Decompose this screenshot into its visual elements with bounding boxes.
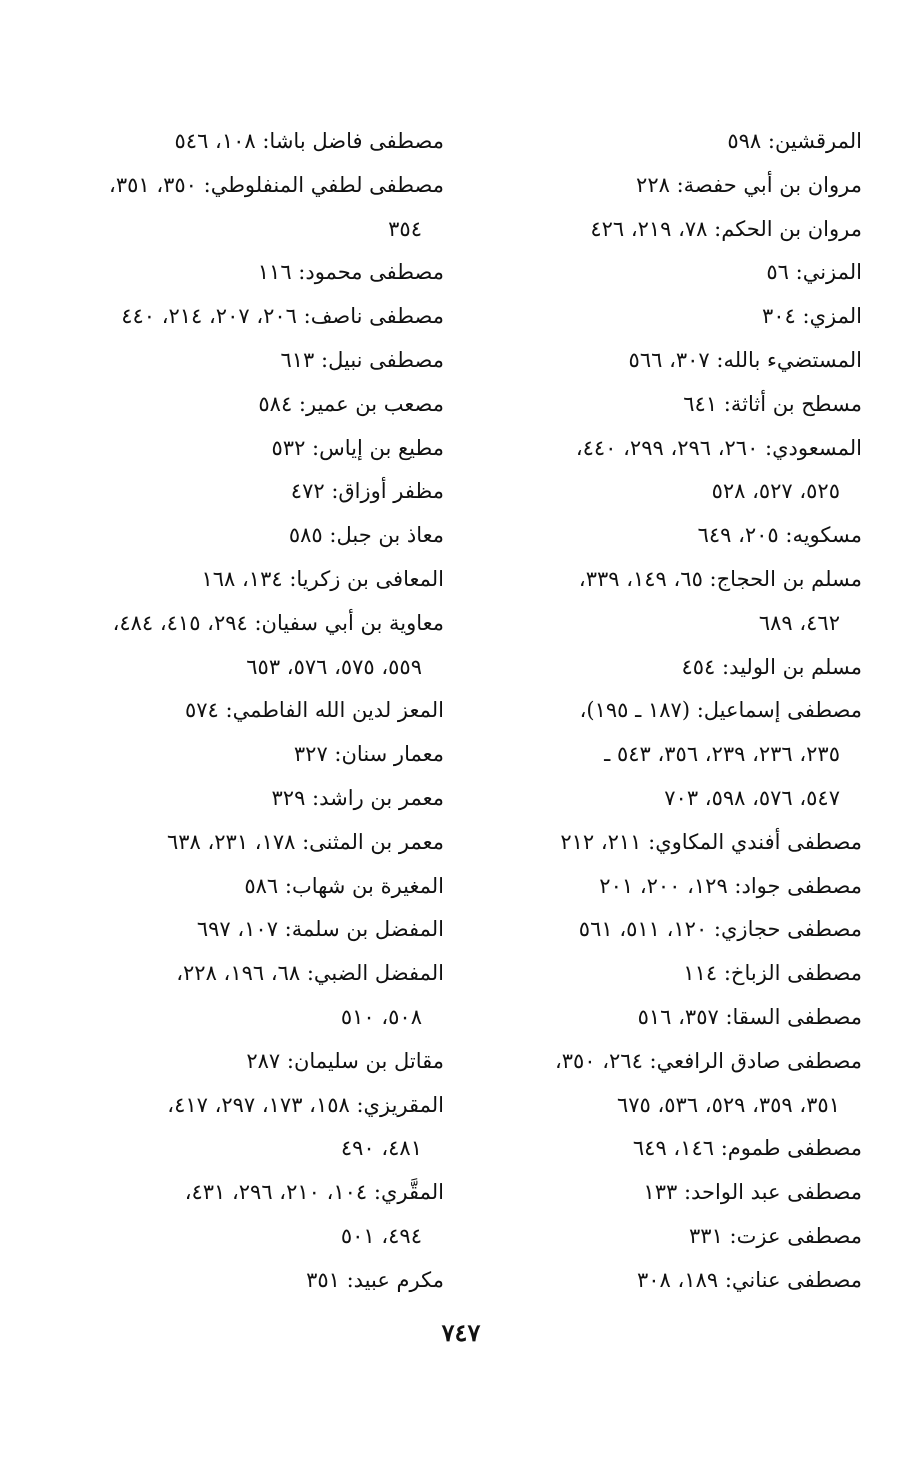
index-entry-line: المزي: ٣٠٤ <box>762 304 862 329</box>
index-entry <box>74 865 444 909</box>
index-entry <box>74 1084 444 1172</box>
index-entry <box>492 952 862 996</box>
index-entry-line: معاذ بن جبل: ٥٨٥ <box>288 523 444 548</box>
index-entry <box>492 996 862 1040</box>
index-entry <box>492 383 862 427</box>
index-entry <box>74 952 444 1040</box>
index-entry-line: مصطفى طموم: ١٤٦، ٦٤٩ <box>632 1136 862 1161</box>
index-entry <box>74 470 444 514</box>
index-entry <box>74 602 444 690</box>
index-entry <box>492 1215 862 1259</box>
index-entry-continuation: ٥٠٨، ٥١٠ <box>340 1004 422 1029</box>
index-entry-line: مسكويه: ٢٠٥، ٦٤٩ <box>697 523 862 548</box>
index-entry <box>492 1040 862 1128</box>
index-entry <box>74 821 444 865</box>
index-entry-line: مصطفى الزباخ: ١١٤ <box>683 961 862 986</box>
index-entry-line: مصطفى حجازي: ١٢٠، ٥١١، ٥٦١ <box>578 917 862 942</box>
index-entry-continuation: ٤٨١، ٤٩٠ <box>340 1136 422 1161</box>
index-entry <box>492 164 862 208</box>
index-entry-continuation: ٣٥٤ <box>388 216 422 241</box>
index-entry-line: المقَّري: ١٠٤، ٢١٠، ٢٩٦، ٤٣١، <box>184 1180 444 1205</box>
index-entry <box>74 514 444 558</box>
index-entry <box>492 1171 862 1215</box>
index-entry-continuation: ٥٤٧، ٥٧٦، ٥٩٨، ٧٠٣ <box>664 785 840 810</box>
index-entry-line: مسطح بن أثاثة: ٦٤١ <box>683 391 862 416</box>
index-entry-line: المستضيء بالله: ٣٠٧، ٥٦٦ <box>628 347 862 372</box>
index-entry <box>74 558 444 602</box>
index-entry-line: مروان بن أبي حفصة: ٢٢٨ <box>636 172 862 197</box>
index-entry-line: معاوية بن أبي سفيان: ٢٩٤، ٤١٥، ٤٨٤، <box>112 610 444 635</box>
index-entry <box>492 821 862 865</box>
index-entry-line: المقريزي: ١٥٨، ١٧٣، ٢٩٧، ٤١٧، <box>167 1092 444 1117</box>
index-entry-line: مقاتل بن سليمان: ٢٨٧ <box>246 1048 444 1073</box>
index-entry-line: المفضل الضبي: ٦٨، ١٩٦، ٢٢٨، <box>176 961 444 986</box>
index-entry-line: معمر بن راشد: ٣٢٩ <box>271 785 444 810</box>
index-entry-line: مروان بن الحكم: ٧٨، ٢١٩، ٤٢٦ <box>590 216 862 241</box>
index-entry-line: مطيع بن إياس: ٥٣٢ <box>271 435 444 460</box>
index-entry-line: معمار سنان: ٣٢٧ <box>293 742 444 767</box>
index-entry-continuation: ٥٥٩، ٥٧٥، ٥٧٦، ٦٥٣ <box>246 654 422 679</box>
index-entry <box>74 383 444 427</box>
index-entry <box>74 339 444 383</box>
index-entry-line: مصطفى أفندي المكاوي: ٢١١، ٢١٢ <box>560 829 862 854</box>
index-entry-line: مصطفى عزت: ٣٣١ <box>689 1223 862 1248</box>
index-entry <box>492 558 862 646</box>
index-entry <box>492 1127 862 1171</box>
index-entry-continuation: ٣٥١، ٣٥٩، ٥٢٩، ٥٣٦، ٦٧٥ <box>616 1092 840 1117</box>
index-entry-line: مصطفى إسماعيل: (١٨٧ ـ ١٩٥)، <box>579 698 862 723</box>
index-entry-line: مسلم بن الحجاج: ٦٥، ١٤٩، ٣٣٩، <box>578 566 862 591</box>
index-entry-line: مصطفى فاضل باشا: ١٠٨، ٥٤٦ <box>174 129 444 153</box>
index-entry <box>74 295 444 339</box>
index-entry <box>492 689 862 820</box>
index-entry-line: مصعب بن عمير: ٥٨٤ <box>258 391 444 416</box>
index-entry-line: مظفر أوزاق: ٤٧٢ <box>290 479 444 504</box>
page-number: ٧٤٧ <box>441 1318 481 1347</box>
index-entry-line: مصطفى عناني: ١٨٩، ٣٠٨ <box>637 1267 862 1292</box>
index-entry <box>492 865 862 909</box>
index-entry-line: المغيرة بن شهاب: ٥٨٦ <box>244 873 444 898</box>
index-entry <box>74 164 444 252</box>
index-column-right <box>492 120 862 1303</box>
index-entry <box>492 908 862 952</box>
index-entry <box>74 777 444 821</box>
index-entry <box>492 251 862 295</box>
index-entry-line: مكرم عبيد: ٣٥١ <box>306 1267 444 1292</box>
index-entry <box>74 1259 444 1303</box>
index-entry-line: المزني: ٥٦ <box>766 260 862 285</box>
index-entry-line: المرقشين: ٥٩٨ <box>727 129 862 153</box>
index-entry <box>74 427 444 471</box>
index-entry-continuation: ٤٩٤، ٥٠١ <box>340 1223 422 1248</box>
index-entry-line: المسعودي: ٢٦٠، ٢٩٦، ٢٩٩، ٤٤٠، <box>575 435 862 460</box>
index-entry-continuation: ٤٦٢، ٦٨٩ <box>758 610 840 635</box>
index-entry-line: مصطفى محمود: ١١٦ <box>257 260 444 285</box>
index-entry <box>492 427 862 515</box>
index-entry <box>74 733 444 777</box>
index-entry <box>74 120 444 164</box>
index-entry <box>492 295 862 339</box>
index-entry-continuation: ٥٢٥، ٥٢٧، ٥٢٨ <box>711 479 840 504</box>
index-entry <box>74 1040 444 1084</box>
index-entry <box>74 251 444 295</box>
index-entry-line: مصطفى نبيل: ٦١٣ <box>280 347 444 372</box>
index-entry-line: معمر بن المثنى: ١٧٨، ٢٣١، ٦٣٨ <box>166 829 444 854</box>
index-entry-continuation: ٢٣٥، ٢٣٦، ٢٣٩، ٣٥٦، ٥٤٣ ـ <box>604 742 840 767</box>
index-entry-line: مصطفى عبد الواحد: ١٣٣ <box>643 1180 862 1205</box>
index-entry <box>492 339 862 383</box>
index-column-left <box>74 120 444 1303</box>
index-entry-line: مصطفى جواد: ١٢٩، ٢٠٠، ٢٠١ <box>599 873 862 898</box>
index-entry <box>492 646 862 690</box>
index-entry <box>74 1171 444 1259</box>
index-entry-line: مصطفى لطفي المنفلوطي: ٣٥٠، ٣٥١، <box>109 172 444 197</box>
index-entry-line: المفضل بن سلمة: ١٠٧، ٦٩٧ <box>196 917 444 942</box>
index-entry-line: المعافى بن زكريا: ١٣٤، ١٦٨ <box>201 566 444 591</box>
index-entry-line: المعز لدين الله الفاطمي: ٥٧٤ <box>184 698 444 723</box>
index-entry-line: مصطفى صادق الرافعي: ٢٦٤، ٣٥٠، <box>554 1048 862 1073</box>
index-entry <box>74 689 444 733</box>
index-entry <box>492 514 862 558</box>
index-entry <box>74 908 444 952</box>
index-entry-line: مصطفى السقا: ٣٥٧، ٥١٦ <box>637 1004 862 1029</box>
index-entry <box>492 1259 862 1303</box>
index-entry <box>492 208 862 252</box>
index-entry-line: مصطفى ناصف: ٢٠٦، ٢٠٧، ٢١٤، ٤٤٠ <box>121 304 444 329</box>
index-entry <box>492 120 862 164</box>
index-entry-line: مسلم بن الوليد: ٤٥٤ <box>681 654 862 679</box>
